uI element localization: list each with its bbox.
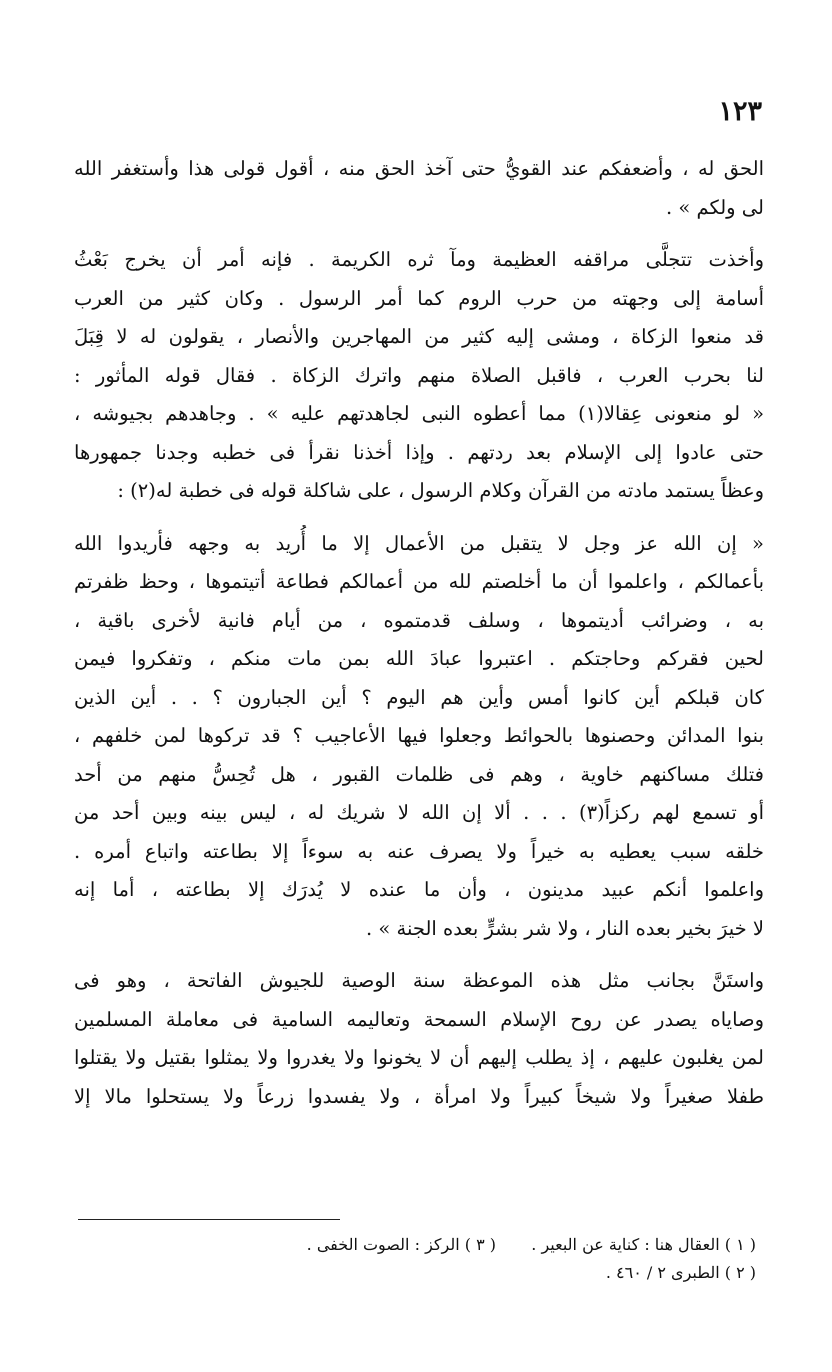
footnotes (76, 1231, 756, 1287)
text-line: حتى عادوا إلى الإسلام بعد ردتهم . وإذا أخذنا نقرأ فى خطبه وجدنا جمهورها (74, 440, 764, 464)
footnote-1: ( ١ ) العقال هنا : كناية عن البعير . (531, 1235, 756, 1254)
text-line: لا خيرَ بخير بعده النار ، ولا شر بشرٍّ بعده الجنة » . (366, 916, 764, 940)
text-line: لحين فقركم وحاجتكم . اعتبروا عبادَ الله بمن مات منكم ، وتفكروا فيمن (74, 647, 764, 670)
text-line: قد منعوا الزكاة ، ومشى إليه كثير من المهاجرين والأنصار ، يقولون له لا قِبَلَ (74, 325, 764, 348)
text-line: بأعمالكم ، واعلموا أن ما أخلصتم لله من أعمالكم فطاعة أتيتموها ، وحظ ظفرتم (74, 570, 764, 593)
page-number: ١٢٣ (718, 96, 762, 127)
footnote-row (76, 1231, 756, 1259)
text-line: واعلموا أنكم عبيد مدينون ، وأن ما عنده لا يُدرَك إلا بطاعته ، أما إنه (74, 878, 764, 901)
text-line: الحق له ، وأضعفكم عند القويُّ حتى آخذ الحق منه ، أقول قولى هذا وأستغفر الله (74, 157, 764, 180)
text-line: خلقه سبب يعطيه به خيراً ولا يصرف عنه به سوءاً إلا بطاعته واتباع أمره . (74, 839, 764, 863)
text-line: أو تسمع لهم ركزاً(٣) . . . ألا إن الله لا شريك له ، ليس بينه وبين أحد من (74, 801, 764, 824)
text-line: بنوا المدائن وحصنوها بالحوائط وجعلوا فيها الأعاجيب ؟ قد تركوها لمن خلفهم ، (74, 724, 764, 747)
text-line: واستَنَّ بجانب مثل هذه الموعظة سنة الوصية للجيوش الفاتحة ، وهو فى (74, 969, 764, 992)
paragraph (74, 150, 764, 227)
text-line: لنا بحرب العرب ، فاقبل الصلاة منهم واترك الزكاة . فقال قوله المأثور : (74, 363, 764, 387)
text-line: كان قبلكم أين كانوا أمس وأين هم اليوم ؟ أين الجبارون ؟ . . أين الذين (74, 685, 764, 709)
footnote-divider (78, 1219, 340, 1220)
body-text (74, 150, 764, 1116)
paragraph (74, 962, 764, 1116)
footnote-row (76, 1259, 756, 1287)
text-line: طفلا صغيراً ولا شيخاً كبيراً ولا امرأة ، ولا يفسدوا زرعاً ولا يستحلوا مالا إلا (74, 1084, 764, 1108)
text-line: وعظاً يستمد مادته من القرآن وكلام الرسول ، على شاكلة قوله فى خطبة له(٢) : (117, 479, 764, 502)
text-line: فتلك مساكنهم خاوية ، وهم فى ظلمات القبور ، هل تُحِسُّ منهم من أحد (74, 762, 764, 786)
text-line: به ، وضرائب أديتموها ، وسلف قدمتموه ، من أيام فانية لأخرى باقية ، (74, 608, 764, 632)
text-line: « إن الله عز وجل لا يتقبل من الأعمال إلا ما أُريد به وجهه فأريدوا الله (74, 531, 764, 555)
footnote-2: ( ٢ ) الطبرى ٢ / ٤٦٠ . (605, 1263, 756, 1282)
paragraph-quote (74, 525, 764, 949)
footnote-3: ( ٣ ) الركز : الصوت الخفى . (306, 1235, 496, 1254)
text-line: لمن يغلبون عليهم ، إذ يطلب إليهم أن لا يخونوا ولا يغدروا ولا يمثلوا بقتيل ولا يقتلوا (74, 1046, 764, 1069)
text-line: أسامة إلى وجهته من حرب الروم كما أمر الرسول . وكان كثير من العرب (74, 286, 764, 310)
text-line: وأخذت تتجلَّى مراقفه العظيمة ومآ ثره الكريمة . فإنه أمر أن يخرج بَعْثُ (74, 248, 764, 271)
text-line: « لو منعونى عِقالا(١) مما أعطوه النبى لجاهدتهم عليه » . وجاهدهم بجيوشه ، (74, 402, 764, 425)
paragraph (74, 241, 764, 511)
text-line: لى ولكم » . (665, 195, 764, 219)
text-line: وصاياه يصدر عن روح الإسلام السمحة وتعاليمه السامية فى معاملة المسلمين (74, 1007, 764, 1031)
